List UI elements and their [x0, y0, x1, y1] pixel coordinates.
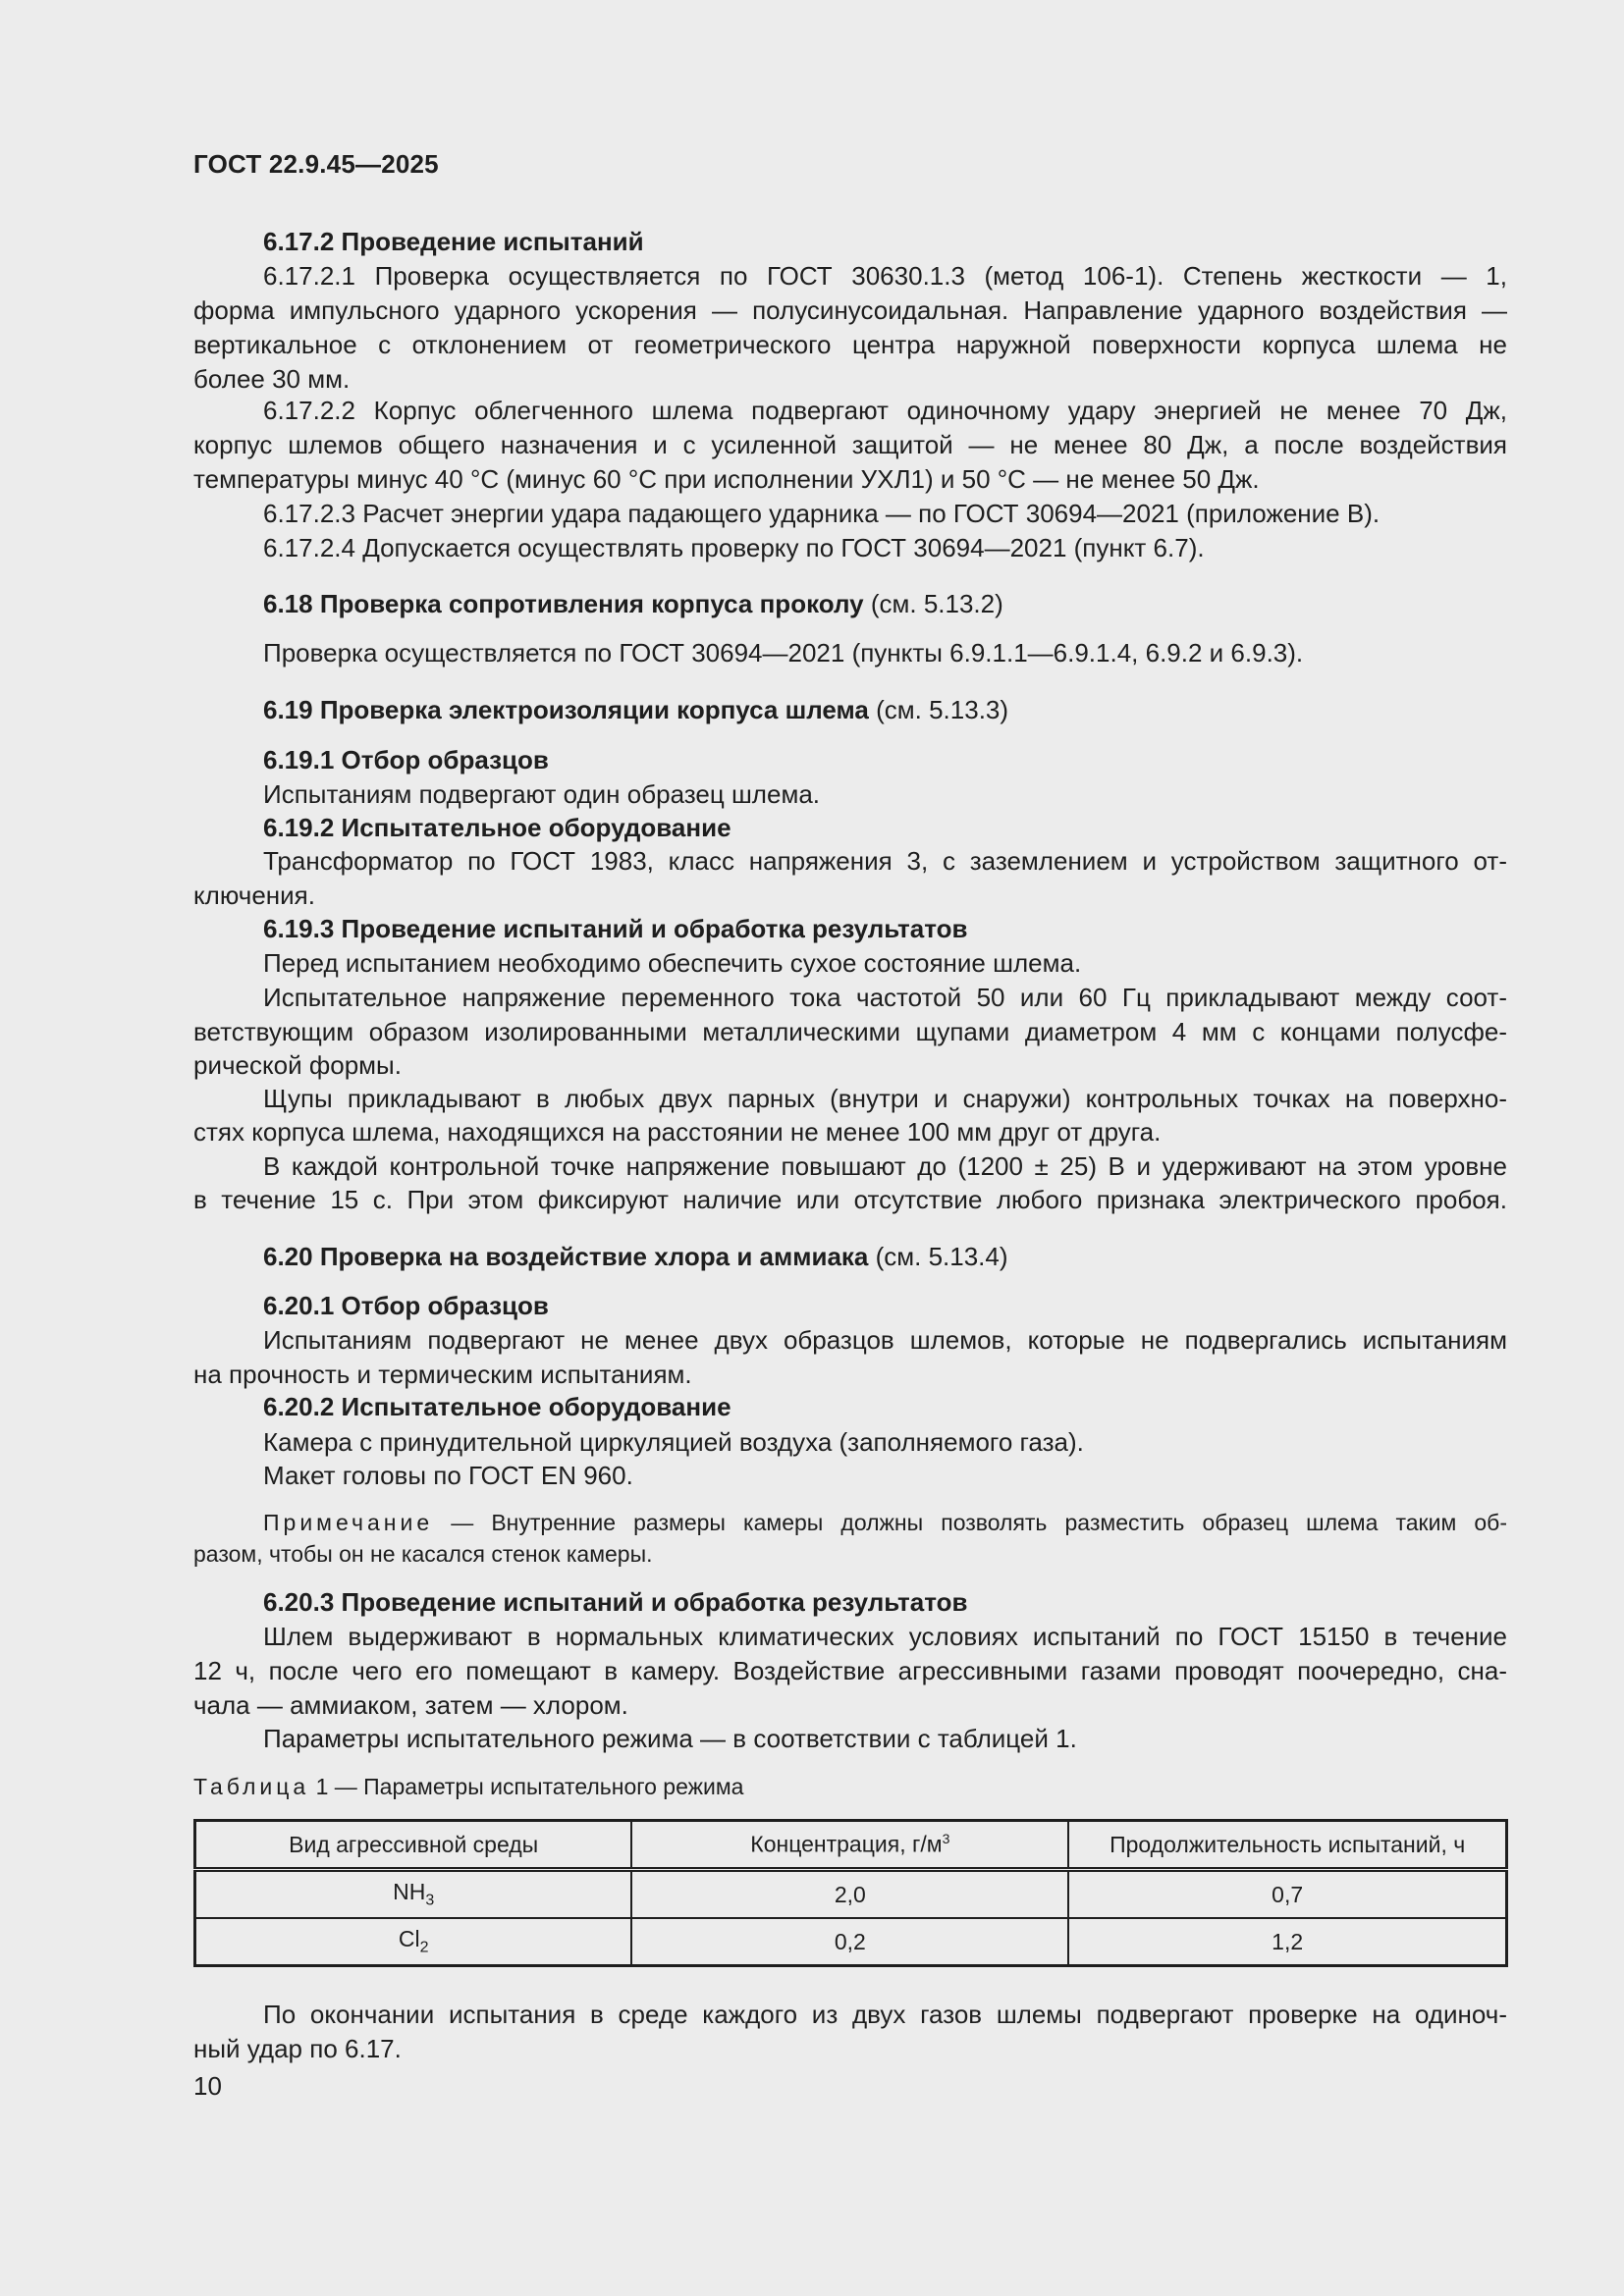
heading-6-19-3: 6.19.3 Проведение испытаний и обработка результатов [263, 914, 968, 943]
cell-concentration: 2,0 [631, 1870, 1068, 1919]
heading-ref: (см. 5.13.4) [868, 1242, 1008, 1271]
heading-6-20-3: 6.20.3 Проведение испытаний и обработка результатов [263, 1587, 968, 1617]
paragraph-line: ный удар по 6.17. [193, 2034, 402, 2063]
heading-6-20-2: 6.20.2 Испытательное оборудование [263, 1392, 731, 1421]
cell-concentration: 0,2 [631, 1918, 1068, 1966]
table-caption [193, 1774, 743, 1800]
heading-ref: (см. 5.13.3) [868, 695, 1009, 724]
paragraph-line: По окончании испытания в среде каждого из двух газов шлемы подвергают проверке на одиноч- [263, 2000, 1507, 2029]
paragraph-line: Шлем выдерживают в нормальных климатических условиях испытаний по ГОСТ 15150 в течение [263, 1622, 1507, 1651]
column-header-superscript: 3 [942, 1831, 950, 1847]
table-header-row [195, 1821, 1507, 1870]
cell-medium-subscript: 3 [425, 1892, 435, 1909]
heading-6-20 [263, 1240, 1507, 1273]
paragraph-line: Параметры испытательного режима — в соответствии с таблицей 1. [263, 1724, 1077, 1753]
paragraph-line: чала — аммиаком, затем — хлором. [193, 1690, 628, 1720]
heading-title: 6.20 Проверка на воздействие хлора и аммиака [263, 1242, 869, 1271]
paragraph-line: Перед испытанием необходимо обеспечить сухое состояние шлема. [263, 948, 1082, 978]
paragraph-line: Испытаниям подвергают не менее двух образцов шлемов, которые не подвергались испытаниям [263, 1325, 1507, 1355]
paragraph-line: ключения. [193, 881, 315, 910]
paragraph-line: более 30 мм. [193, 364, 351, 394]
note-text: — Внутренние размеры камеры должны позволять разместить образец шлема таким об- [433, 1510, 1507, 1535]
table-caption-word: Таблица [193, 1774, 310, 1799]
paragraph-line: корпус шлемов общего назначения и с усиленной защитой — не менее 80 Дж, а после воздействия [193, 430, 1507, 459]
cell-duration: 1,2 [1068, 1918, 1506, 1966]
paragraph-line: В каждой контрольной точке напряжение повышают до (1200 ± 25) В и удерживают на этом уровне [263, 1151, 1507, 1181]
heading-6-19 [263, 693, 1507, 726]
column-header-duration: Продолжительность испытаний, ч [1068, 1821, 1506, 1870]
paragraph-line: ветствующим образом изолированными металлическими щупами диаметром 4 мм с концами полусфе- [193, 1017, 1507, 1046]
cell-medium [195, 1870, 632, 1919]
paragraph-line: температуры минус 40 °С (минус 60 °С при исполнении УХЛ1) и 50 °С — не менее 50 Дж. [193, 464, 1260, 494]
heading-ref: (см. 5.13.2) [863, 589, 1003, 618]
paragraph-line: 6.17.2.4 Допускается осуществлять проверку по ГОСТ 30694—2021 (пункт 6.7). [263, 533, 1205, 562]
heading-title: 6.18 Проверка сопротивления корпуса проколу [263, 589, 864, 618]
paragraph-line: 6.17.2.1 Проверка осуществляется по ГОСТ 30630.1.3 (метод 106-1). Степень жесткости — 1, [263, 261, 1507, 291]
paragraph-line: 6.17.2.3 Расчет энергии удара падающего ударника — по ГОСТ 30694—2021 (приложение В). [263, 499, 1380, 528]
paragraph-line: Проверка осуществляется по ГОСТ 30694—2021 (пункты 6.9.1.1—6.9.1.4, 6.9.2 и 6.9.3). [263, 638, 1304, 667]
paragraph-line: 12 ч, после чего его помещают в камеру. Воздействие агрессивными газами проводят поочередно, сна- [193, 1656, 1507, 1685]
heading-6-18 [263, 587, 1507, 620]
heading-title: 6.19 Проверка электроизоляции корпуса шлема [263, 695, 869, 724]
page-number: 10 [193, 2071, 222, 2101]
heading-6-20-1: 6.20.1 Отбор образцов [263, 1291, 549, 1320]
column-header-concentration [631, 1821, 1068, 1870]
table-row [195, 1918, 1507, 1966]
heading-6-17-2: 6.17.2 Проведение испытаний [263, 227, 644, 256]
note-label: Примечание [263, 1510, 434, 1535]
heading-6-19-2: 6.19.2 Испытательное оборудование [263, 813, 731, 842]
paragraph-line: на прочность и термическим испытаниям. [193, 1360, 692, 1389]
paragraph-line: Макет головы по ГОСТ EN 960. [263, 1461, 633, 1490]
cell-medium [195, 1918, 632, 1966]
cell-medium-subscript: 2 [419, 1939, 429, 1956]
paragraph-line: форма импульсного ударного ускорения — полусинусоидальная. Направление ударного воздействия — [193, 295, 1507, 325]
paragraph-line: рической формы. [193, 1050, 402, 1080]
paragraph-line: Щупы прикладывают в любых двух парных (внутри и снаружи) контрольных точках на поверхно- [263, 1084, 1507, 1113]
column-header-medium: Вид агрессивной среды [195, 1821, 632, 1870]
paragraph-line: вертикальное с отклонением от геометрического центра наружной поверхности корпуса шлема не [193, 330, 1507, 359]
parameters-table [193, 1819, 1508, 1967]
column-header-text: Концентрация, г/м [750, 1831, 943, 1857]
paragraph-line: стях корпуса шлема, находящихся на расстоянии не менее 100 мм друг от друга. [193, 1117, 1162, 1147]
paragraph-line: Испытательное напряжение переменного тока частотой 50 или 60 Гц прикладывают между соот- [263, 983, 1507, 1012]
note [263, 1507, 1507, 1538]
table-row [195, 1870, 1507, 1919]
paragraph-line: Трансформатор по ГОСТ 1983, класс напряжения 3, с заземлением и устройством защитного от- [263, 846, 1507, 876]
paragraph-line: Испытаниям подвергают один образец шлема. [263, 779, 820, 809]
heading-6-19-1: 6.19.1 Отбор образцов [263, 745, 549, 774]
paragraph-line: в течение 15 с. При этом фиксируют наличие или отсутствие любого признака электрического пробоя. [193, 1185, 1507, 1214]
cell-duration: 0,7 [1068, 1870, 1506, 1919]
document-header: ГОСТ 22.9.45—2025 [193, 149, 439, 179]
note-line: разом, чтобы он не касался стенок камеры. [193, 1541, 653, 1567]
cell-medium-text: Cl [398, 1926, 420, 1952]
paragraph-line: 6.17.2.2 Корпус облегченного шлема подвергают одиночному удару энергией не менее 70 Дж, [263, 396, 1507, 425]
table-caption-text: 1 — Параметры испытательного режима [309, 1774, 744, 1799]
cell-medium-text: NH [393, 1879, 426, 1905]
paragraph-line: Камера с принудительной циркуляцией воздуха (заполняемого газа). [263, 1427, 1084, 1457]
